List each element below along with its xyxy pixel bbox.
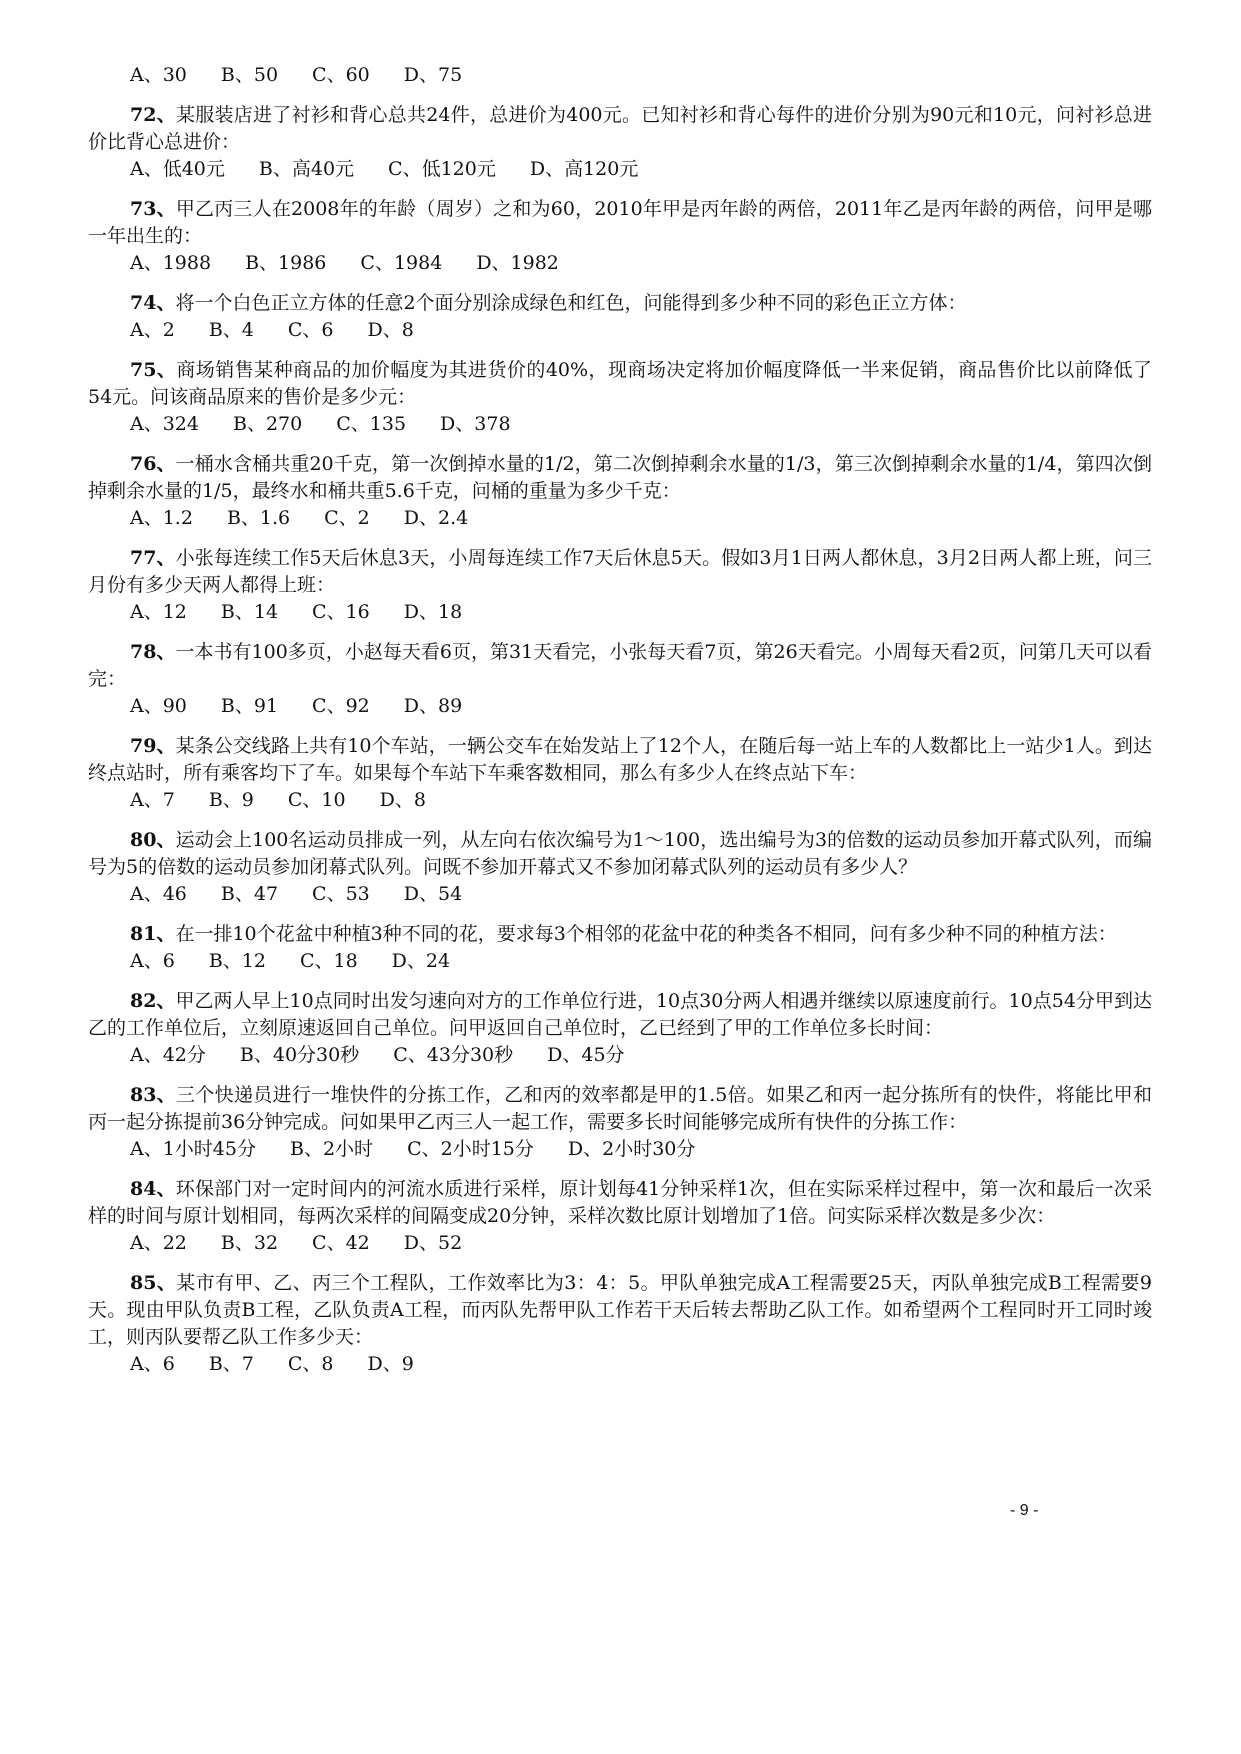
option: D、2小时30分 [567,1138,696,1160]
option: C、6 [287,319,334,341]
question-block [88,639,1152,720]
option: D、9 [367,1353,414,1375]
question-text: 在一排10个花盆中种植3种不同的花，要求每3个相邻的花盆中花的种类各不相同，问有多少种不同的种植方法： [175,923,1117,945]
options-line [88,881,1152,908]
option: D、8 [367,319,414,341]
option: B、14 [220,601,279,623]
question-number: 77、 [130,547,176,569]
option: A、低40元 [130,158,225,180]
question-text: 某服装店进了衬衫和背心总共24件，总进价为400元。已知衬衫和背心每件的进价分别为90元和10元，问衬衫总进价比背心总进价： [88,104,1152,153]
question-stem [88,545,1152,599]
question-stem [88,639,1152,693]
question-block [88,1082,1152,1163]
question-number: 79、 [130,735,176,757]
question-block [88,451,1152,532]
option: B、9 [208,789,254,811]
options-line [88,250,1152,277]
option: C、92 [312,695,370,717]
option: B、1986 [245,252,327,274]
question-text: 环保部门对一定时间内的河流水质进行采样，原计划每41分钟采样1次，但在实际采样过程中，第一次和最后一次采样的时间与原计划相同，每两次采样的间隔变成20分钟，采样次数比原计划增加了1倍。问实际采样次数是多少次： [88,1178,1152,1227]
option: C、60 [312,64,370,86]
option: D、89 [403,695,463,717]
question-stem [88,827,1152,881]
question-text: 三个快递员进行一堆快件的分拣工作，乙和丙的效率都是甲的1.5倍。如果乙和丙一起分拣所有的快件，将能比甲和丙一起分拣提前36分钟完成。问如果甲乙丙三人一起工作，需要多长时间能够完成所有快件的分拣工作： [88,1084,1152,1133]
question-block [88,102,1152,183]
option: C、8 [287,1353,334,1375]
question-number: 74、 [130,292,176,314]
option: C、2小时15分 [407,1138,534,1160]
question-stem [88,196,1152,250]
option: C、2 [324,507,370,529]
question-number: 82、 [130,990,176,1012]
option: C、1984 [360,252,443,274]
question-text: 将一个白色正立方体的任意2个面分别涂成绿色和红色，问能得到多少种不同的彩色正立方体： [175,292,967,314]
question-number: 83、 [130,1084,177,1106]
option: A、12 [130,601,187,623]
option: D、45分 [547,1044,625,1066]
question-text: 某条公交线路上共有10个车站，一辆公交车在始发站上了12个人，在随后每一站上车的人数都比上一站少1人。到达终点站时，所有乘客均下了车。如果每个车站下车乘客数相同，那么有多少人在终点站下车： [88,735,1152,784]
option: A、22 [130,1232,187,1254]
option: D、8 [379,789,426,811]
option: D、75 [403,64,463,86]
option: B、270 [233,413,303,435]
options-line [88,1351,1152,1378]
question-list [88,102,1152,1378]
question-block [88,988,1152,1069]
question-block [88,921,1152,975]
option: C、42 [312,1232,370,1254]
question-stem [88,733,1152,787]
question-text: 运动会上100名运动员排成一列，从左向右依次编号为1～100，选出编号为3的倍数的运动员参加开幕式队列，而编号为5的倍数的运动员参加闭幕式队列。问既不参加开幕式又不参加闭幕式队列的运动员有多少人？ [88,829,1152,878]
question-block [88,733,1152,814]
question-text: 甲乙丙三人在2008年的年龄（周岁）之和为60，2010年甲是丙年龄的两倍，2011年乙是丙年龄的两倍，问甲是哪一年出生的： [88,198,1152,247]
question-number: 73、 [130,198,176,220]
options-line [88,1136,1152,1163]
question-text: 一桶水含桶共重20千克，第一次倒掉水量的1/2，第二次倒掉剩余水量的1/3，第三次倒掉剩余水量的1/4，第四次倒掉剩余水量的1/5，最终水和桶共重5.6千克，问桶的重量为多少千克： [88,453,1152,502]
question-number: 81、 [130,923,176,945]
question-text: 一本书有100多页，小赵每天看6页，第31天看完，小张每天看7页，第26天看完。小周每天看2页，问第几天可以看完： [88,641,1152,690]
option: B、91 [220,695,279,717]
question-text: 小张每连续工作5天后休息3天，小周每连续工作7天后休息5天。假如3月1日两人都休息，3月2日两人都上班，问三月份有多少天两人都得上班： [88,547,1152,596]
option: B、高40元 [258,158,355,180]
question-number: 84、 [130,1178,176,1200]
option: D、378 [440,413,511,435]
question-stem [88,1176,1152,1230]
option: B、47 [220,883,279,905]
question-block [88,196,1152,277]
option: D、高120元 [529,158,639,180]
question-block [88,357,1152,438]
options-line [88,411,1152,438]
option: A、1小时45分 [130,1138,256,1160]
question-stem [88,357,1152,411]
option: A、1.2 [130,507,193,529]
options-line [88,1230,1152,1257]
question-number: 76、 [130,453,176,475]
option: C、18 [299,950,358,972]
options-line [88,156,1152,183]
option: A、6 [130,950,175,972]
option: C、低120元 [388,158,496,180]
options-line [88,693,1152,720]
option: A、46 [130,883,187,905]
question-number: 80、 [130,829,176,851]
question-block [88,1176,1152,1257]
question-stem [88,1270,1152,1351]
option: D、24 [391,950,451,972]
option: B、50 [220,64,279,86]
question-block [88,290,1152,344]
question-stem [88,988,1152,1042]
question-number: 85、 [130,1272,177,1294]
option: D、18 [403,601,463,623]
question-stem [88,451,1152,505]
option: B、32 [220,1232,279,1254]
question-block [88,1270,1152,1378]
option: C、16 [312,601,370,623]
options-line [88,787,1152,814]
question-block [88,545,1152,626]
options-line [88,317,1152,344]
question-number: 78、 [130,641,176,663]
option: B、12 [208,950,266,972]
page-number: - 9 - [1010,1502,1039,1519]
option: C、43分30秒 [393,1044,514,1066]
option: D、1982 [476,252,559,274]
option: A、42分 [130,1044,206,1066]
option: A、90 [130,695,187,717]
option: C、10 [287,789,346,811]
question-text: 某市有甲、乙、丙三个工程队，工作效率比为3：4：5。甲队单独完成A工程需要25天，丙队单独完成B工程需要9天。现由甲队负责B工程，乙队负责A工程，而丙队先帮甲队工作若干天后转去帮助乙队工作。如希望两个工程同时开工同时竣工，则丙队要帮乙队工作多少天： [88,1272,1152,1348]
option: C、135 [336,413,407,435]
option: A、7 [130,789,175,811]
question-block [88,827,1152,908]
question-stem [88,290,1152,317]
option: B、2小时 [290,1138,374,1160]
options-line [88,1042,1152,1069]
leading-options [88,62,1152,89]
option: A、324 [130,413,199,435]
question-stem [88,921,1152,948]
option: A、6 [130,1353,175,1375]
option: B、7 [208,1353,254,1375]
option: A、2 [130,319,175,341]
option: D、52 [403,1232,463,1254]
option: D、54 [403,883,463,905]
option: A、1988 [130,252,212,274]
question-stem [88,1082,1152,1136]
options-line [88,948,1152,975]
option: A、30 [130,64,187,86]
question-stem [88,102,1152,156]
question-number: 75、 [130,359,177,381]
document-body [88,62,1152,1378]
option: D、2.4 [403,507,469,529]
question-text: 甲乙两人早上10点同时出发匀速向对方的工作单位行进，10点30分两人相遇并继续以原速度前行。10点54分甲到达乙的工作单位后，立刻原速返回自己单位。问甲返回自己单位时，乙已经到了甲的工作单位多长时间： [88,990,1152,1039]
options-line [88,599,1152,626]
option: C、53 [312,883,370,905]
question-number: 72、 [130,104,176,126]
option: B、4 [208,319,254,341]
options-line [88,505,1152,532]
option: B、40分30秒 [239,1044,360,1066]
option: B、1.6 [226,507,291,529]
question-text: 商场销售某种商品的加价幅度为其进货价的40%，现商场决定将加价幅度降低一半来促销，商品售价比以前降低了54元。问该商品原来的售价是多少元： [88,359,1152,408]
